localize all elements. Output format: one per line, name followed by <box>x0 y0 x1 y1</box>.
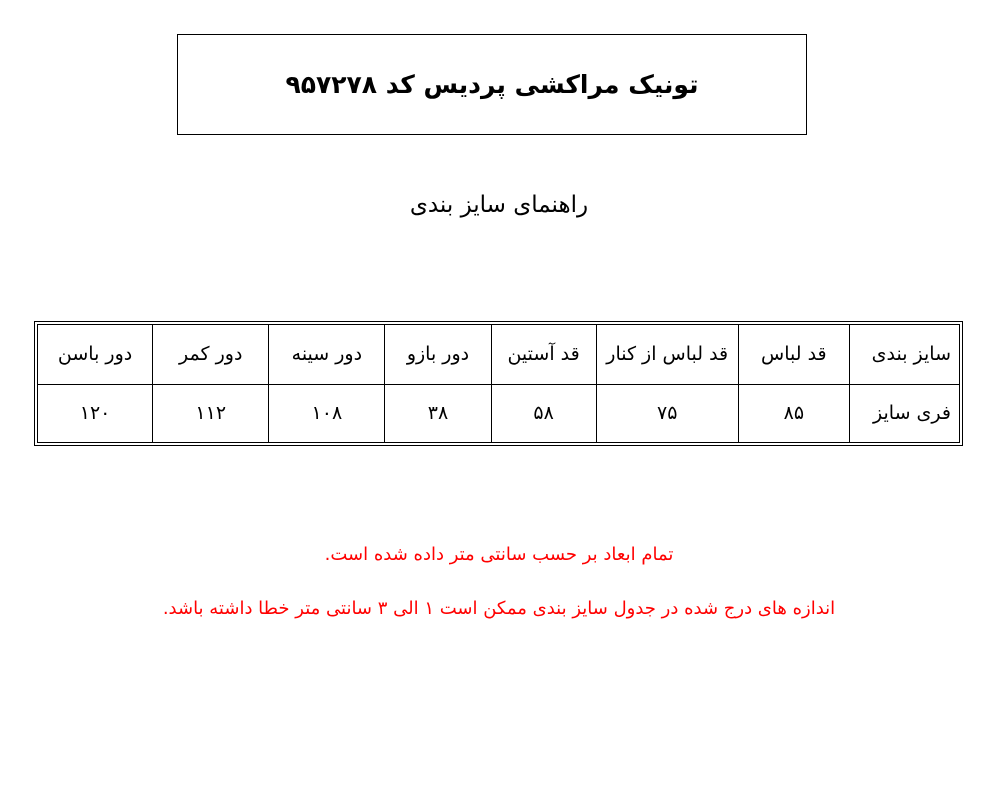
cell-dress-length: ۸۵ <box>738 384 849 443</box>
header-side-length: قد لباس از کنار <box>596 325 738 385</box>
header-size: سایز بندی <box>849 325 959 385</box>
cell-waist-circumference: ۱۱۲ <box>153 384 269 443</box>
header-arm-circumference: دور بازو <box>385 325 491 385</box>
cell-sleeve-length: ۵۸ <box>491 384 596 443</box>
cell-size: فری سایز <box>849 384 959 443</box>
table-row <box>38 384 960 443</box>
tolerance-note: اندازه های درج شده در جدول سایز بندی ممکن است ۱ الی ۳ سانتی متر خطا داشته باشد. <box>162 598 836 619</box>
header-dress-length: قد لباس <box>738 325 849 385</box>
cell-side-length: ۷۵ <box>596 384 738 443</box>
size-guide-heading: راهنمای سایز بندی <box>409 192 589 218</box>
header-hip-circumference: دور باسن <box>38 325 153 385</box>
cell-hip-circumference: ۱۲۰ <box>38 384 153 443</box>
size-table-frame <box>34 321 963 446</box>
header-sleeve-length: قد آستین <box>491 325 596 385</box>
product-title: تونیک مراکشی پردیس کد ۹۵۷۲۷۸ <box>285 70 699 99</box>
cell-arm-circumference: ۳۸ <box>385 384 491 443</box>
header-chest-circumference: دور سینه <box>269 325 385 385</box>
units-note: تمام ابعاد بر حسب سانتی متر داده شده است. <box>324 544 674 565</box>
cell-chest-circumference: ۱۰۸ <box>269 384 385 443</box>
table-header-row <box>38 325 960 385</box>
size-table <box>37 324 960 443</box>
title-box <box>177 34 807 135</box>
header-waist-circumference: دور کمر <box>153 325 269 385</box>
